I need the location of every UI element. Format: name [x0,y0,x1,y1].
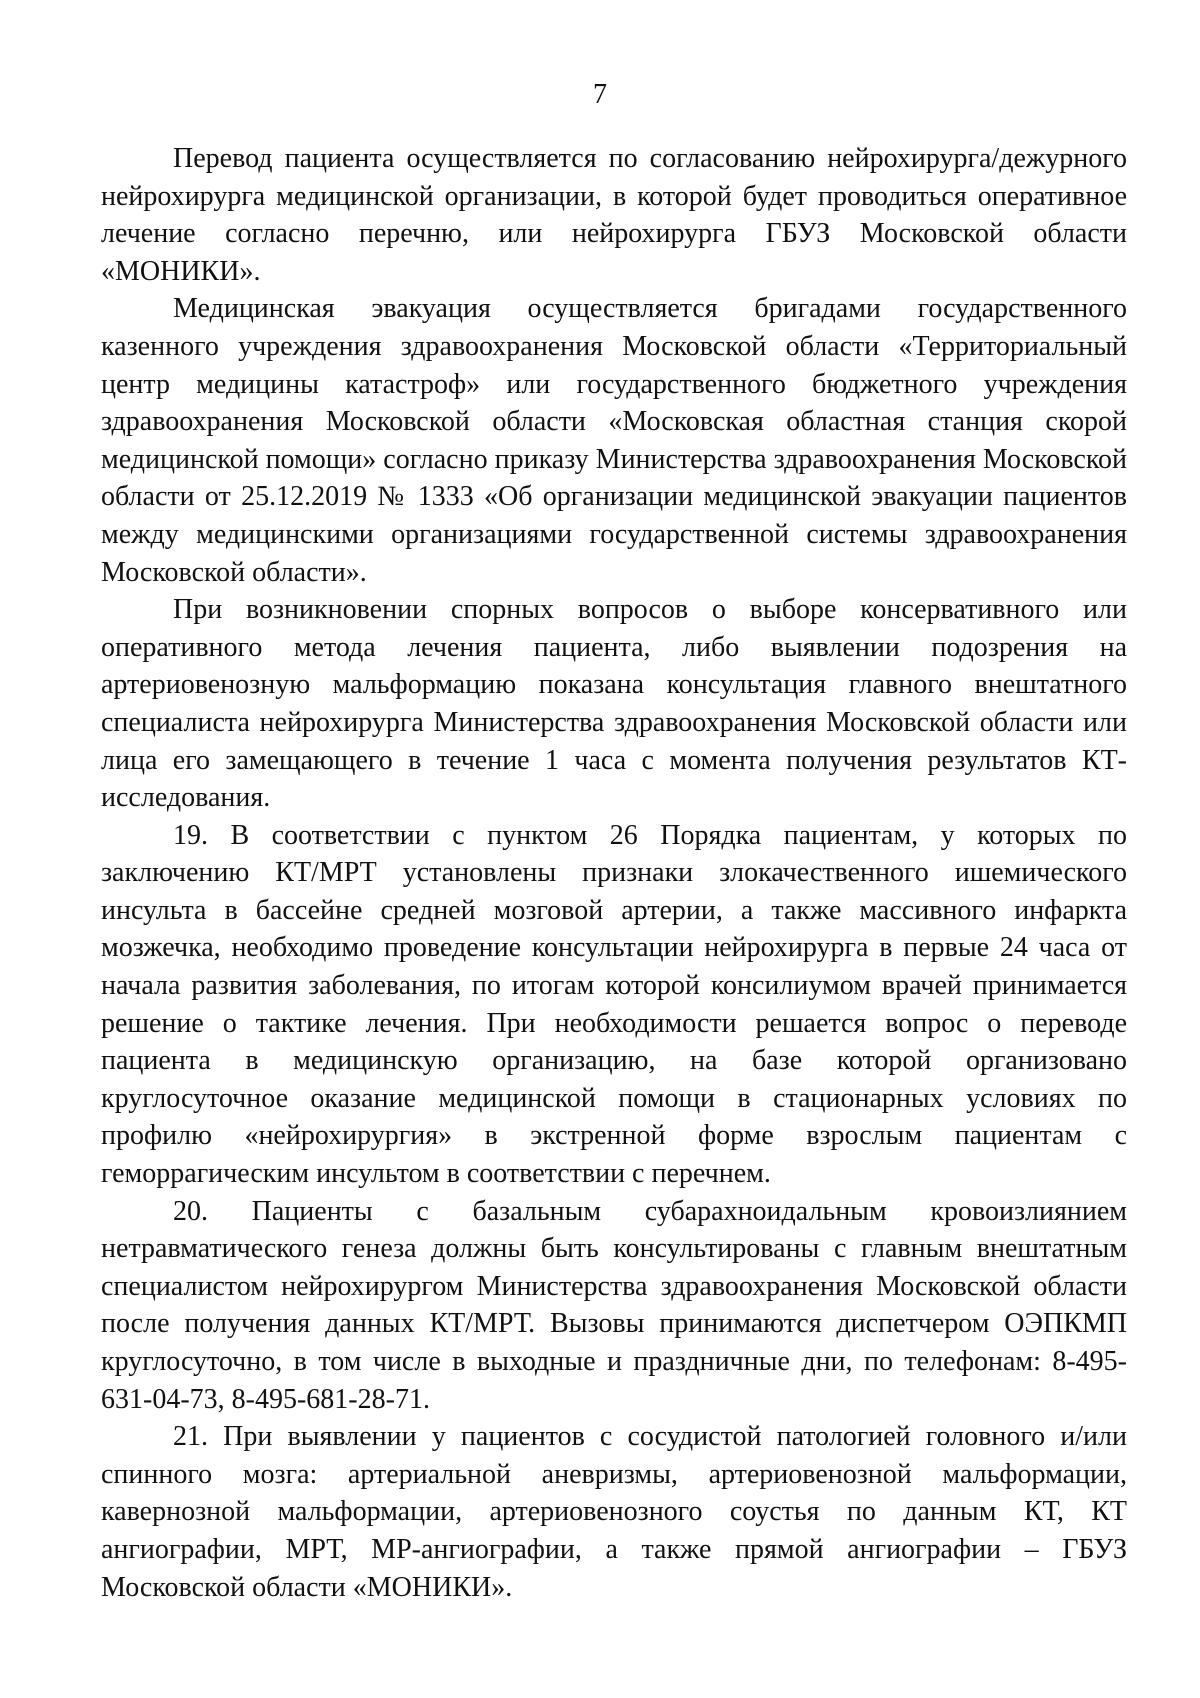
paragraph-item-21: 21. При выявлении у пациентов с сосудистой патологией головного и/или спинного мозга: артериальной аневризмы, артериовенозной мальформации, кавернозной мальформации, артериовенозного соустья по данным КТ, КТ ангиографии, МРТ, МР-ангиографии, а также прямой ангиографии – ГБУЗ Московской области «МОНИКИ». [101,1421,1127,1603]
paragraph-patient-transfer: Перевод пациента осуществляется по согласованию нейрохирурга/дежурного нейрохирурга медицинской организации, в которой будет проводиться оперативное лечение согласно перечню, или нейрохирурга ГБУЗ Московской области «МОНИКИ». [101,143,1127,287]
document-body [101,140,1127,1606]
page-number: 7 [593,79,607,110]
paragraph-item-19: 19. В соответствии с пунктом 26 Порядка пациентам, у которых по заключению КТ/МРТ установлены признаки злокачественного ишемического инсульта в бассейне средней мозговой артерии, а также массивного инфаркта мозжечка, необходимо проведение консультации нейрохирурга в первые 24 часа от начала развития заболевания, по итогам которой консилиумом врачей принимается решение о тактике лечения. При необходимости решается вопрос о переводе пациента в медицинскую организацию, на базе которой организовано круглосуточное оказание медицинской помощи в стационарных условиях по профилю «нейрохирургия» в экстренной форме взрослым пациентам с геморрагическим инсультом в соответствии с перечнем. [101,819,1127,1190]
paragraph-medical-evacuation: Медицинская эвакуация осуществляется бригадами государственного казенного учреждения здравоохранения Московской области «Территориальный центр медицины катастроф» или государственного бюджетного учреждения здравоохранения Московской области «Московская областная станция скорой медицинской помощи» согласно приказу Министерства здравоохранения Московской области от 25.12.2019 № 1333 «Об организации медицинской эвакуации пациентов между медицинскими организациями государственной системы здравоохранения Московской области». [101,293,1127,588]
paragraph-disputed-questions: При возникновении спорных вопросов о выборе консервативного или оперативного метода лечения пациента, либо выявлении подозрения на артериовенозную мальформацию показана консультация главного внештатного специалиста нейрохирурга Министерства здравоохранения Московской области или лица его замещающего в течение 1 часа с момента получения результатов КТ-исследования. [101,594,1127,814]
paragraph-item-20: 20. Пациенты с базальным субарахноидальным кровоизлиянием нетравматического генеза должны быть консультированы с главным внештатным специалистом нейрохирургом Министерства здравоохранения Московской области после получения данных КТ/МРТ. Вызовы принимаются диспетчером ОЭПКМП круглосуточно, в том числе в выходные и праздничные дни, по телефонам: 8-495-631-04-73, 8-495-681-28-71. [101,1195,1127,1415]
